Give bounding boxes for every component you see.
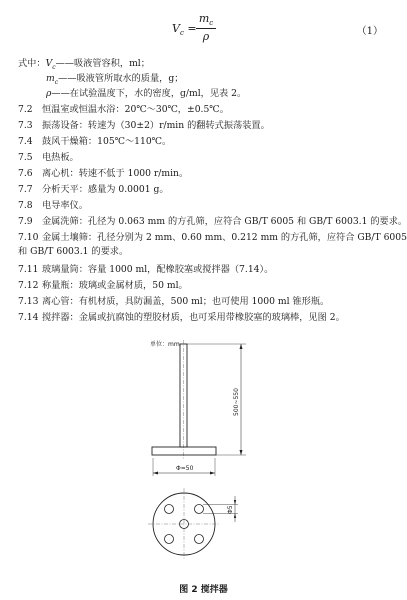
equation-fraction — [196, 12, 216, 43]
clause-7-5: 7.5 电热板。 — [18, 152, 79, 163]
hole-arrow-top — [234, 500, 236, 505]
hole-bottom-right — [195, 535, 204, 544]
equation-denominator: ρ — [202, 30, 210, 44]
clause-7-4: 7.4 鼓风干燥箱：105℃～110℃。 — [18, 136, 172, 147]
arrow-top — [240, 344, 243, 349]
clause-7-11: 7.11 玻璃量筒：容量 1000 ml，配橡胶塞或搅拌器（7.14）。 — [18, 264, 274, 275]
base-plate-side — [152, 447, 216, 455]
clause-7-7: 7.7 分析天平：感量为 0.0001 g。 — [18, 184, 169, 195]
equation-1 — [0, 10, 407, 50]
where-rho-line: ρ——在试验温度下，水的密度，g/ml，见表 2。 — [46, 88, 247, 99]
clause-7-3: 7.3 振荡设备：转速为（30±2）r/min 的翻转式振荡装置。 — [18, 120, 270, 131]
clause-7-12: 7.12 称量瓶：玻璃或金属材质，50 ml。 — [18, 280, 188, 291]
clause-7-10-cont: 和 GB/T 6003.1 的要求。 — [18, 246, 129, 257]
hole-top-left — [165, 505, 174, 514]
where-mc-line: $m_c——$吸液管所取水的质量，g； — [46, 73, 184, 86]
clause-7-14: 7.14 搅拌器：金属或抗腐蚀的塑胶材质，也可采用带橡胶塞的玻璃棒，见图 2。 — [18, 312, 345, 323]
clause-7-8: 7.8 电导率仪。 — [18, 200, 88, 211]
clause-7-9: 7.9 金属洗筛：孔径为 0.063 mm 的方孔筛，应符合 GB/T 6005 和 GB/T 6003.1 的要求。 — [18, 216, 407, 227]
hole-dimension-label: Φ5 — [227, 505, 234, 514]
figure-caption: 图 2 搅拌器 — [179, 585, 228, 595]
where-vc-line: 式中：$V_c——$吸液管容积，ml； — [18, 58, 150, 71]
equation-number: （1） — [356, 26, 383, 37]
fraction-bar — [196, 28, 216, 29]
equation-numerator: $m_c$ — [198, 12, 214, 28]
stirrer-figure — [140, 338, 270, 583]
clause-7-13: 7.13 离心管：有机材质，具防漏盖，500 ml；也可使用 1000 ml 锥形瓶。 — [18, 296, 330, 307]
equation-lhs: $V_c$ = — [172, 22, 197, 38]
hole-arrow-bottom — [234, 514, 236, 519]
clause-7-10: 7.10 金属土壤筛：孔径分别为 2 mm、0.60 mm、0.212 mm 的方孔筛，应符合 GB/T 6005 — [18, 232, 407, 243]
height-dimension-label: 500~550 — [233, 388, 240, 416]
clause-7-6: 7.6 离心机：转速不低于 1000 r/min。 — [18, 168, 189, 179]
unit-label: 单位：mm — [150, 341, 180, 348]
arrow-bottom — [240, 450, 243, 455]
clause-7-2: 7.2 恒温室或恒温水浴：20℃～30℃，±0.5℃。 — [18, 104, 229, 115]
hole-bottom-left — [165, 535, 174, 544]
dia-arrow-right — [210, 472, 215, 475]
hole-top-right — [195, 505, 204, 514]
dia-dimension-label: Φ=50 — [176, 465, 194, 472]
dia-arrow-left — [153, 472, 158, 475]
